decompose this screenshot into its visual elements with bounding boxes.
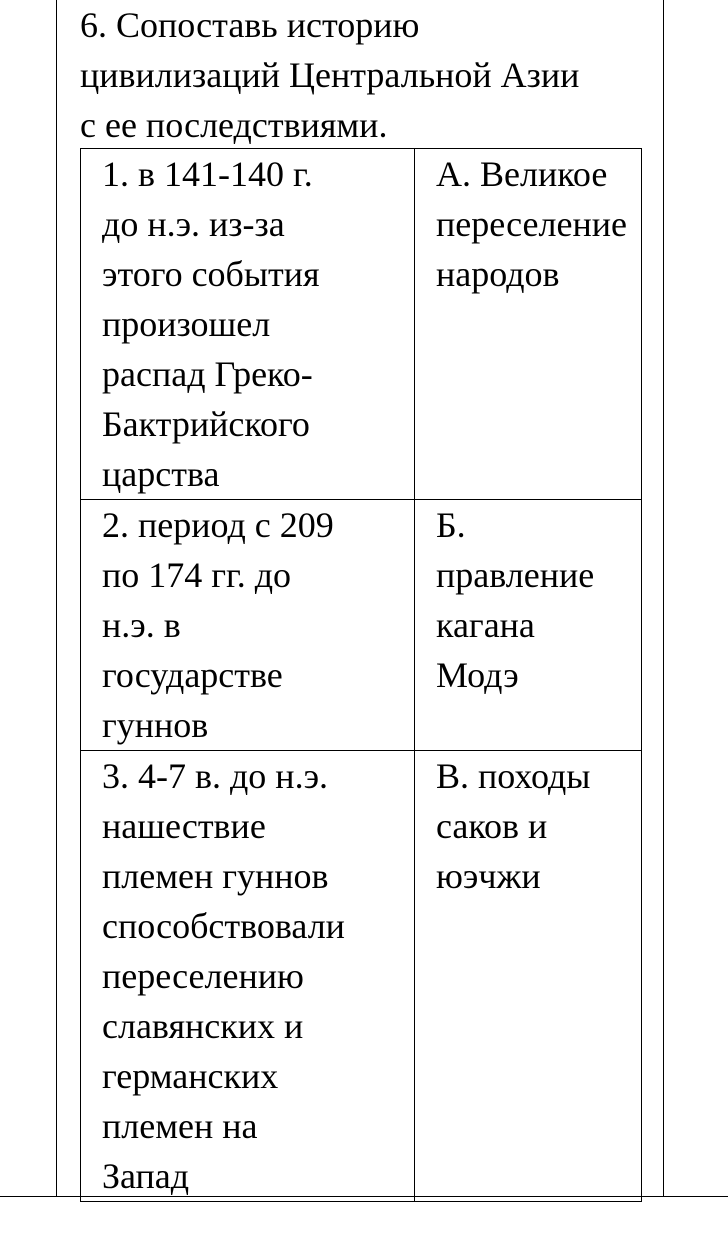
table-row <box>81 751 642 1202</box>
table-row <box>81 149 642 500</box>
outer-left-border <box>56 0 57 1197</box>
consequence-cell: А. Великое переселение народов <box>415 149 642 500</box>
matching-table <box>80 148 642 1202</box>
question-text: 6. Сопоставь историю цивилизаций Центральной Азии с ее последствиями. <box>80 5 580 145</box>
event-cell: 2. период с 209 по 174 гг. до н.э. в государстве гуннов <box>81 500 415 751</box>
event-cell: 1. в 141-140 г. до н.э. из-за этого события произошел распад Греко- Бактрийского царства <box>81 149 415 500</box>
consequence-cell: В. походы саков и юэчжи <box>415 751 642 1202</box>
outer-right-border <box>663 0 664 1197</box>
consequence-cell: Б. правление кагана Модэ <box>415 500 642 751</box>
table-row <box>81 500 642 751</box>
event-cell: 3. 4-7 в. до н.э. нашествие племен гуннов способствовали переселению славянских и германских племен на Запад <box>81 751 415 1202</box>
